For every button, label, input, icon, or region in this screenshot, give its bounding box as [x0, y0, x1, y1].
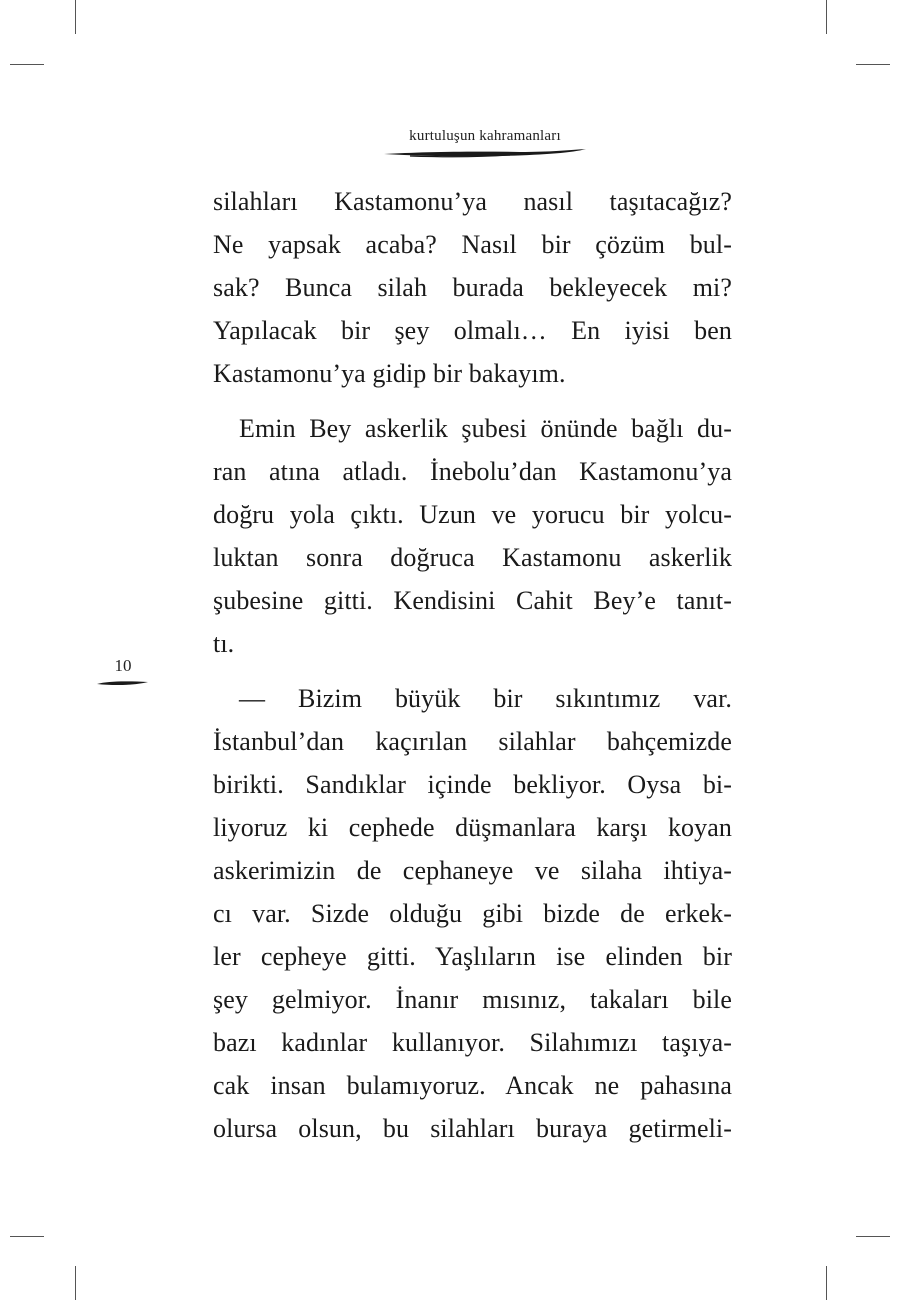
crop-mark-left-top	[10, 64, 44, 65]
brush-stroke-ornament	[380, 147, 590, 159]
text-line: luktan sonra doğruca Kastamonu askerlik	[213, 543, 732, 572]
text-line: askerimizin de cephaneye ve silaha ihtiya-	[213, 856, 732, 885]
page-number	[96, 656, 150, 688]
text-line: Ne yapsak acaba? Nasıl bir çözüm bul-	[213, 230, 732, 259]
running-head	[380, 128, 590, 159]
crop-mark-bottom-right	[826, 1266, 827, 1300]
text-line: tı.	[213, 629, 235, 658]
text-line: ler cepheye gitti. Yaşlıların ise elinden bir	[213, 942, 732, 971]
paragraph-gap	[213, 395, 732, 407]
paragraph	[213, 677, 732, 1150]
text-line: doğru yola çıktı. Uzun ve yorucu bir yolcu-	[213, 500, 732, 529]
running-head-text: kurtuluşun kahramanları	[409, 128, 561, 144]
page-number-text: 10	[114, 656, 132, 675]
text-line: — Bizim büyük bir sıkıntımız var.	[239, 684, 732, 713]
text-line: silahları Kastamonu’ya nasıl taşıtacağız?	[213, 187, 732, 216]
crop-mark-left-bottom	[10, 1236, 44, 1237]
text-line: şubesine gitti. Kendisini Cahit Bey’e tanıt-	[213, 586, 732, 615]
body-text	[213, 180, 732, 1150]
text-line: olursa olsun, bu silahları buraya getirmeli-	[213, 1114, 732, 1143]
text-line: Yapılacak bir şey olmalı… En iyisi ben	[213, 316, 732, 345]
page-number-brush-ornament	[96, 678, 150, 688]
text-line: cak insan bulamıyoruz. Ancak ne pahasına	[213, 1071, 732, 1100]
crop-mark-top-right	[826, 0, 827, 34]
text-line: liyoruz ki cephede düşmanlara karşı koyan	[213, 813, 732, 842]
crop-mark-right-top	[856, 64, 890, 65]
text-line: birikti. Sandıklar içinde bekliyor. Oysa bi-	[213, 770, 732, 799]
text-line: bazı kadınlar kullanıyor. Silahımızı taşıya-	[213, 1028, 732, 1057]
crop-mark-top-left	[75, 0, 76, 34]
text-line: şey gelmiyor. İnanır mısınız, takaları bile	[213, 985, 732, 1014]
text-line: ran atına atladı. İnebolu’dan Kastamonu’ya	[213, 457, 732, 486]
text-line: Emin Bey askerlik şubesi önünde bağlı du-	[239, 414, 732, 443]
paragraph	[213, 180, 732, 395]
text-line: İstanbul’dan kaçırılan silahlar bahçemizde	[213, 727, 732, 756]
paragraph	[213, 407, 732, 665]
text-line: sak? Bunca silah burada bekleyecek mi?	[213, 273, 732, 302]
paragraph-gap	[213, 665, 732, 677]
text-line: Kastamonu’ya gidip bir bakayım.	[213, 359, 566, 388]
crop-mark-right-bottom	[856, 1236, 890, 1237]
text-line: cı var. Sizde olduğu gibi bizde de erkek-	[213, 899, 732, 928]
crop-mark-bottom-left	[75, 1266, 76, 1300]
